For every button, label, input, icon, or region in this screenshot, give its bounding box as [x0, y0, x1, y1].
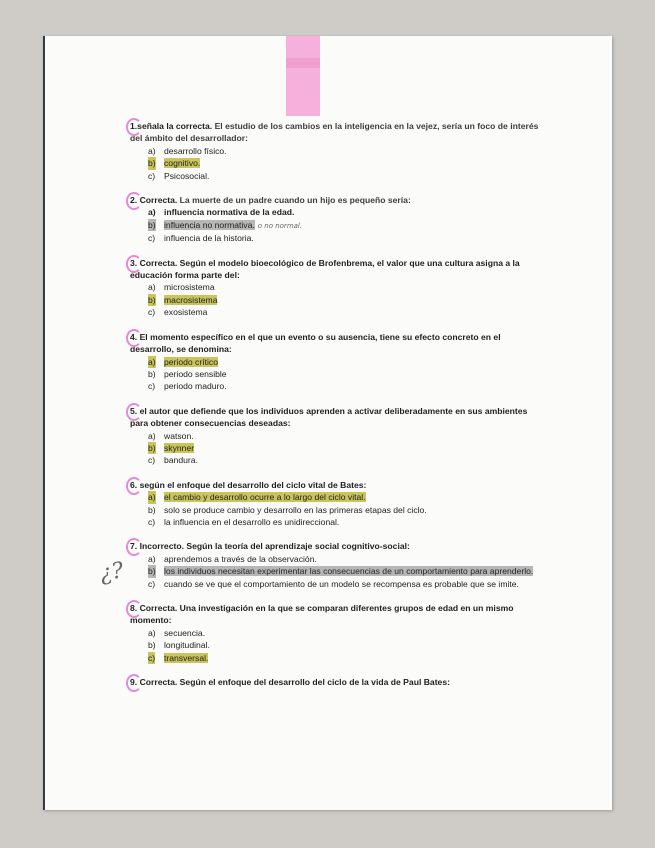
option-c: c) cuando se ve que el comportamiento de un modelo se recompensa es probable que se imite.: [148, 578, 519, 589]
question-number: 6.: [130, 479, 138, 490]
question-7: [130, 540, 540, 590]
question-stem-bold: el autor que defiende que los individuos aprenden a activar deliberadamente en sus ambientes para obtener consecuencias deseadas:: [130, 405, 528, 429]
option-b: b) skynner: [148, 442, 195, 453]
question-9: [130, 676, 540, 688]
option-b: b) periodo sensible: [148, 368, 227, 379]
highlighted-answer: influencia no normativa.: [164, 219, 255, 230]
option-b: b) cognitivo.: [148, 158, 201, 169]
question-stem-bold: Correcta. Según el enfoque del desarrollo del ciclo de la vida de Paul Bates:: [139, 677, 450, 688]
question-3: [130, 257, 540, 319]
question-number: 4.: [130, 331, 138, 342]
question-stem-bold: Correcta.: [139, 195, 178, 206]
question-number: 2.: [130, 195, 138, 206]
highlighted-answer: los individuos necesitan experimentar las consecuencias de un comportamiento para aprenderlo.: [164, 566, 534, 577]
option-b: b) solo se produce cambio y desarrollo en las primeras etapas del ciclo.: [148, 504, 427, 515]
question-8: [130, 602, 540, 664]
option-a: a) periodo crítico: [148, 356, 218, 367]
question-number: 7.: [130, 541, 138, 552]
option-c: c) Psicosocial.: [148, 170, 210, 181]
question-5: [130, 405, 540, 467]
question-stem-rest: Según el modelo bioecológico de Brofenbrema, el valor que una cultura asigna a la educación forma parte del:: [130, 257, 520, 281]
highlighted-answer: cognitivo.: [164, 158, 201, 169]
option-c: c) la influencia en el desarrollo es unidireccional.: [148, 516, 340, 527]
sticky-note-tab: [286, 36, 320, 116]
option-c: c) periodo maduro.: [148, 381, 227, 392]
question-stem-bold: Incorrecto. Según la teoría del aprendizaje social cognitivo-social:: [139, 541, 410, 552]
highlighted-answer: macrosistema: [164, 294, 218, 305]
option-c: c) exosistema: [148, 307, 208, 318]
highlighted-answer: el cambio y desarrollo ocurre a lo largo del ciclo vital.: [164, 492, 366, 503]
highlighted-answer: transversal.: [164, 652, 209, 663]
questions-list: [130, 120, 540, 700]
option-b: b) influencia no normativa. o no normal.: [148, 219, 303, 230]
question-1: [130, 120, 540, 182]
question-number: 8.: [130, 603, 138, 613]
option-a: a) microsistema: [148, 282, 215, 293]
option-a: a) influencia normativa de la edad.: [148, 207, 295, 218]
option-a: a) aprendemos a través de la observación.: [148, 553, 317, 564]
question-stem-bold: Correcta. Una investigación en la que se comparan diferentes grupos de edad en un mismo momento:: [130, 603, 514, 626]
handwritten-note: o no normal.: [257, 221, 303, 230]
question-number: 9.: [130, 677, 138, 688]
highlighted-answer: skynner: [164, 442, 195, 453]
question-number: 3.: [130, 257, 138, 268]
question-number: 5.: [130, 405, 138, 416]
question-stem-rest: La muerte de un padre cuando un hijo es pequeño sería:: [177, 195, 411, 206]
question-stem-bold: Correcta.: [139, 257, 178, 268]
highlighted-answer: periodo crítico: [164, 356, 218, 367]
question-stem-bold: según el enfoque del desarrollo del ciclo vital de Bates:: [139, 479, 367, 490]
option-a: a) secuencia.: [148, 627, 206, 638]
option-b: b) longitudinal.: [148, 640, 210, 651]
margin-handwritten-note: ¿?: [98, 558, 126, 587]
option-a: a) el cambio y desarrollo ocurre a lo largo del ciclo vital.: [148, 492, 366, 503]
option-a: a) watson.: [148, 430, 194, 441]
sticky-note-band: [286, 58, 320, 68]
option-b: b) los individuos necesitan experimentar las consecuencias de un comportamiento para aprenderlo.: [148, 566, 534, 577]
option-c: c) bandura.: [148, 455, 198, 466]
option-a: a) desarrollo físico.: [148, 145, 227, 156]
question-stem-bold: El momento específico en el que un evento o su ausencia, tiene su efecto concreto en el desarrollo, se denomina:: [130, 331, 501, 355]
option-c: c) transversal.: [148, 652, 209, 663]
question-number: 1.: [130, 121, 138, 131]
option-b: b) macrosistema: [148, 294, 218, 305]
question-4: [130, 331, 540, 393]
question-6: [130, 479, 540, 529]
question-2: [130, 194, 540, 245]
question-stem-bold: señala la correcta.: [137, 121, 213, 131]
option-c: c) influencia de la historia.: [148, 233, 254, 244]
question-stem-rest: El estudio de los cambios en la inteligencia en la vejez, sería un foco de interés del ámbito del desarrollador:: [130, 121, 539, 144]
